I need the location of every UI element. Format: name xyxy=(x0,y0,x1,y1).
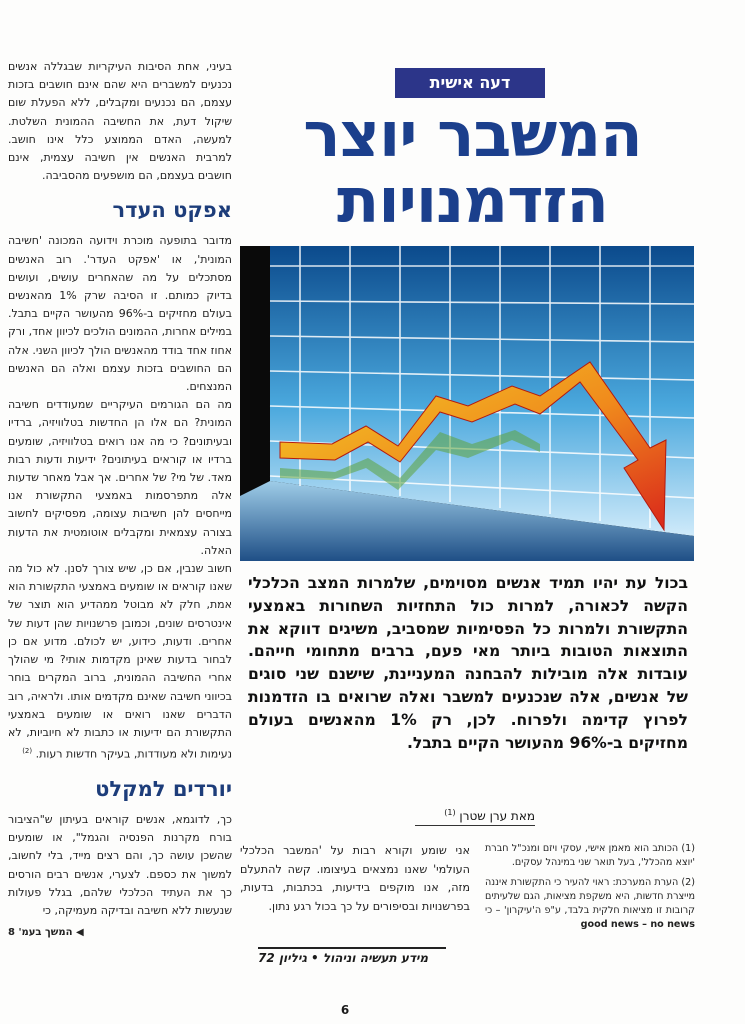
footnote-2-english: good news – no news xyxy=(580,919,695,930)
headline-line-2: הזדמנויות xyxy=(337,164,608,237)
magazine-footer: מידע תעשיה וניהול • גיליון 72 xyxy=(258,947,446,969)
left-column xyxy=(8,58,232,948)
footnotes xyxy=(485,842,695,938)
footnote-2-text: (2) הערת המערכת: ראוי להעיר כי התקשורת איננה מייצרת חדשות, היא משקפת מציאות, הגם שלעיתים קרובות זו מציאות חלקית בלבד, ע"פ ה'עיקרון' – כי xyxy=(485,877,695,916)
left-para-1: בעיני, אחת הסיבות העיקריות שבגללה אנשים נכנעים למשברים היא שהם אינם חושבים בזכות עצמם, הם נכנעים ומקבלים, ללא הפעלת שום שיקול דעת, את החשיבה ההמונית השלטת. למעשה, האדם הממוצע כלל אינו חושב. למרבית האנשים אין חשיבה עצמית, אינם חושבים בעצמם, הם מושפעים מהסביבה. xyxy=(8,60,232,183)
article-headline xyxy=(250,98,695,237)
continue-arrow-icon: ◀ xyxy=(72,927,84,939)
left-para-5: כך, לדוגמא, אנשים קוראים בעיתון ש"הציבור בורח מקרנות הפנסיה והגמל", או שומעים שהשכן עושה כך, והם רצים מייד, בלי לחשוב, למשוך את כספם. לצערי, אנשים רבים הורסים כך את העתיד הכלכלי שלהם, בגלל פעולות שנעשות ללא חשיבה ובדיקה מעמיקה, כי xyxy=(8,812,232,917)
continue-link xyxy=(8,924,232,942)
chart-illustration-svg xyxy=(240,246,694,561)
byline-text: מאת ערן שטרן xyxy=(459,809,535,823)
headline-line-1: המשבר יוצר xyxy=(303,98,642,171)
section-heading-shelter: יורדים למקלט xyxy=(95,776,232,801)
left-para-4-text: חשוב שנבין, אם כן, שיש צורך לסנן. לא כול מה שאנו קוראים או שומעים באמצעי התקשורת הוא אמת, חלק לא מבוטל ממהדיע הוא תוצר של אינטרסים שונים, וכמובן פרשנויות שהן דעות של אחרים. ודעות, כידוע, יש לכולם. מדוע אם כן לבחור בדעות שאינן מקדמות אותי? מי שהולך אחרי החשיבה ההמונית, ברוב המקרים בוחר בכיווני חשיבה שאינם מקדמים אותו. ולראיה, רוב הדברים שאנו רואים או שומעים באמצעי התקשורת הם ידיעות או כתבות לא חיוביות, לא נעימות ולא מעודדות, בעיקר חדשות רעות. xyxy=(8,562,232,761)
page-number: 6 xyxy=(340,1003,350,1017)
left-para-4-ref: (2) xyxy=(22,747,33,756)
byline xyxy=(415,808,535,826)
body-paragraph-mid: אני שומע וקורא רבות על 'המשבר הכלכלי העולמי' שאנו נמצאים בעיצומו. קשה להתעלם מזה, אנו מוקפים בידיעות, בכתבות, בדעות, בפרשנויות ובסיפורים על כך בכול רגע נתון. xyxy=(240,844,470,913)
footnote-1: (1) הכותב הוא מאמן אישי, עסקי ויזם ומנכ"ל חברת 'יוצא מהכלל', בעל תואר שני במינהל עסקים. xyxy=(485,843,695,868)
continue-text: המשך בעמ' 8 xyxy=(8,927,73,939)
section-heading-herd-effect: אפקט העדר xyxy=(112,198,232,223)
opinion-badge: דעה אישית xyxy=(395,68,545,98)
left-para-3: מה הם הגורמים העיקריים שמעודדים חשיבה המונית? הם אלו הן החדשות בטלוויזיה, ברדיו ובעיתונים? כי מה אנו רואים בטלוויזיה, שומעים ברדיו או קוראים בעיתונים? ידיעות ודעות רבות מאד. של מי? של אחרים. אך אבל מאחר שדעות אלה מתפרסמות באמצעי התקשורת אנו מייחסים להן חשיבות עצומה, מפסיקים לחשוב בצורה עצמאית ומקבלים אוטומטית את הדעות האלה. xyxy=(8,398,232,557)
left-para-4 xyxy=(8,560,232,764)
left-para-2: מדובר בתופעה מוכרת וידועה המכונה 'חשיבה המונית', או 'אפקט העדר'. רוב האנשים מסתכלים על מה שהאחרים עושים, ועושים בדיוק כמותם. זו הסיבה שרק 1% מהאנשים בעולם מחזיקים ב-96% מהעושר הקיים בתבל. במילים אחרות, ההמונים הולכים לכיוון אחד, ורק אחוז אחד בודד מהאנשים הולך לכיוון השני. אלה הם החושבים בזכות עצמם ואלה הם האנשים המנצחים. xyxy=(8,234,232,394)
footnote-2 xyxy=(485,876,695,932)
article-intro: בכול עת יהיו תמיד אנשים מסוימים, שלמרות המצב הכלכלי הקשה לכאורה, למרות כול התחזיות השחורות באמצעי התקשורת ולמרות כל הפסימיות שמסביב, משיגים דווקא את התוצאות הטובות ביותר מאי פעם, ברבים מתחומי חייהם. עובדות אלה מובילות להבחנה המעניינת, שישנם שני סוגים של אנשים, אלה שנכנעים למשבר ואלה שרואים בו הזדמנות לפרוץ קדימה ולפרוח. לכן, רק 1% מהאנשים בעולם מחזיקים ב-96% מהעושר הקיים בתבל. xyxy=(248,574,688,752)
byline-ref: (1) xyxy=(444,808,456,817)
falling-chart-illustration xyxy=(240,246,694,561)
